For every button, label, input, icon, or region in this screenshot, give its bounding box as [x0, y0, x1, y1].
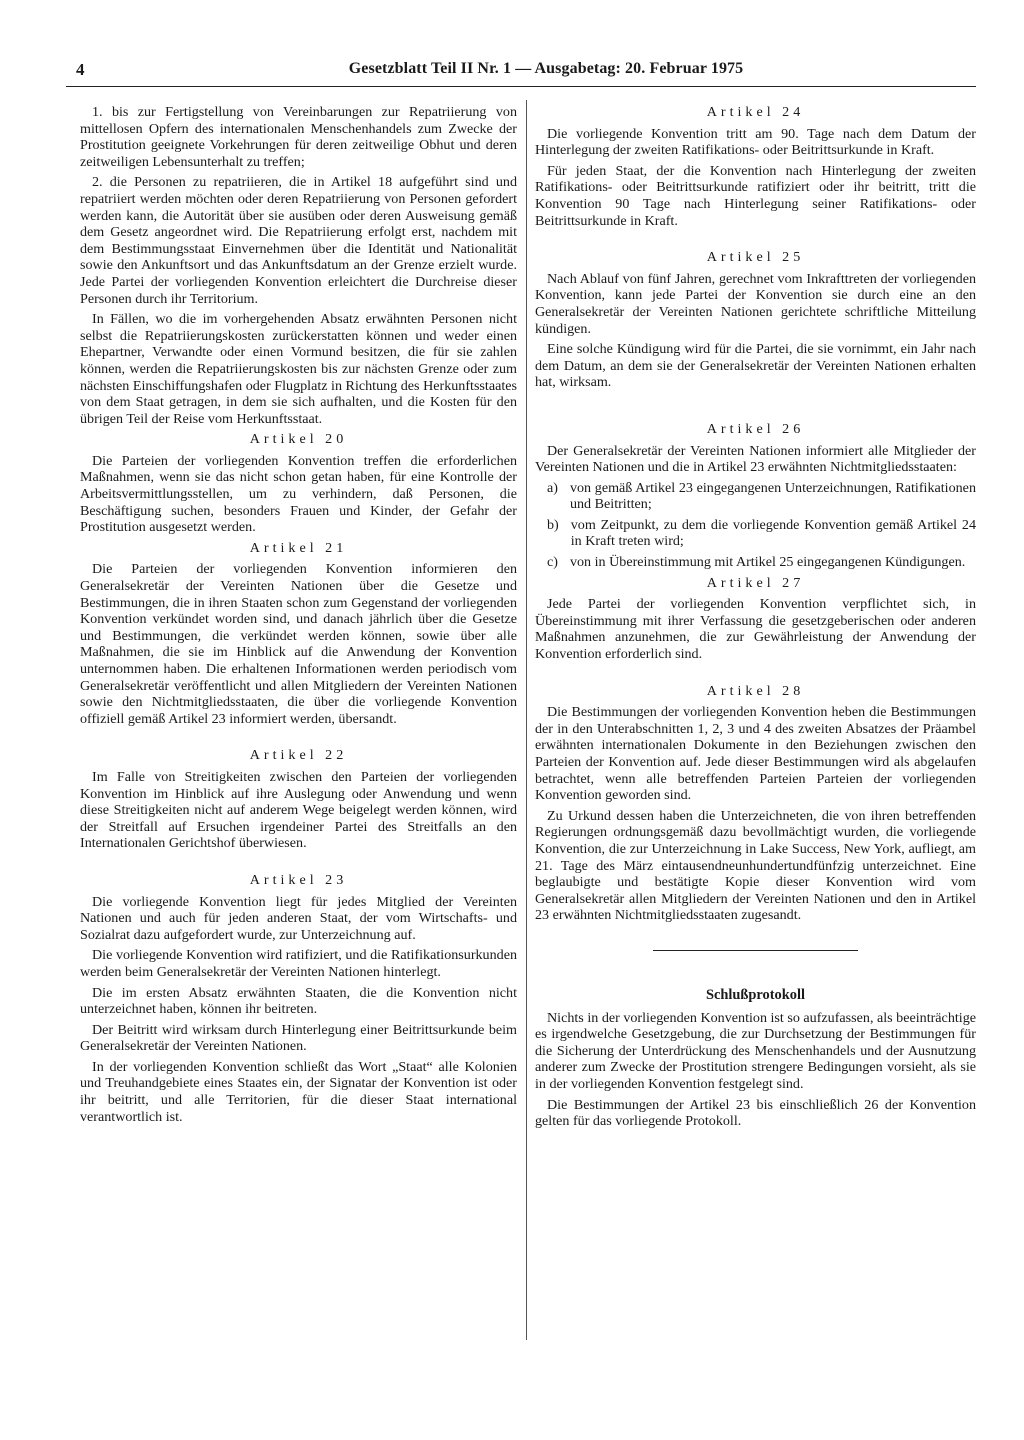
- paragraph: Die Parteien der vorliegenden Konvention informieren den Generalsekretär der Vereinten Nationen über die Gesetze und Bestimmungen, die in ihren Staaten schon zum Gegenstand der vorliegenden Konvention verkündet worden sind, und danach jährlich über die Gesetze und Bestimmungen, die verkündet werden können, sowie über alle Maßnahmen, die sie im Hinblick auf die Anwendung der Konvention unternommen haben. Die erhaltenen Informationen werden periodisch vom Generalsekretär veröffentlicht und allen Mitgliedern der Vereinten Nationen sowie den Nichtmitgliedsstaaten, die über die vorliegende Konvention offiziell gemäß Artikel 23 informiert werden, übersandt.: [80, 561, 517, 727]
- paragraph: Die Bestimmungen der Artikel 23 bis einschließlich 26 der Konvention gelten für das vorliegende Protokoll.: [535, 1096, 976, 1130]
- paragraph: Die Bestimmungen der vorliegenden Konvention heben die Bestimmungen der in den Unterabschnitten 1, 2, 3 und 4 des zweiten Absatzes der Präambel erwähnten internationalen Dokumente in den Beziehungen zwischen den Parteien der Konvention auf. Jede dieser Bestimmungen wird als abgelaufen betrachtet, wenn alle betreffenden Parteien Parteien der vorliegenden Konvention geworden sind.: [535, 704, 976, 804]
- page-header: [66, 60, 976, 87]
- list-item: [535, 480, 976, 513]
- article-heading-24: Artikel 24: [706, 104, 805, 120]
- paragraph: Die vorliegende Konvention liegt für jedes Mitglied der Vereinten Nationen und auch für jeden anderen Staat, der vom Wirtschafts- und Sozialrat dazu aufgefordert wurde, zur Unterzeichnung auf.: [80, 893, 517, 943]
- left-column: [80, 104, 517, 1129]
- article-heading-22: Artikel 22: [249, 747, 348, 764]
- paragraph: Im Falle von Streitigkeiten zwischen den Parteien der vorliegenden Konvention im Hinblick auf ihre Auslegung oder Anwendung und wenn diese Streitigkeiten nicht auf anderem Wege beigelegt werden können, wird der Streitfall auf Ersuchen irgendeiner Partei des Streitfalls an den Internationalen Gerichtshof überwiesen.: [80, 768, 517, 852]
- paragraph: In der vorliegenden Konvention schließt das Wort „Staat“ alle Kolonien und Treuhandgebiete eines Staates ein, der Signatar der Konvention ist oder ihr beitritt, und alle Territorien, für die dieser Staat international verantwortlich ist.: [80, 1058, 517, 1125]
- right-column: [535, 104, 976, 1134]
- paragraph: Nichts in der vorliegenden Konvention ist so aufzufassen, als beeinträchtige es irgendwelche Gesetzgebung, die zur Durchsetzung der Bestimmungen für die Sicherung der Unterdrückung des Menschenhandels und der Ausnutzung anderer zum Zwecke der Prostitution strengere Bedingungen vorsieht, als sie in der vorliegenden Konvention festgelegt sind.: [535, 1009, 976, 1092]
- article-heading-26: Artikel 26: [706, 420, 805, 437]
- list-item-label: b): [547, 516, 559, 533]
- paragraph: Die Parteien der vorliegenden Konvention treffen die erforderlichen Maßnahmen, wenn sie das nicht schon getan haben, für eine Kontrolle der Arbeitsvermittlungsstellen, um zu verhindern, daß Personen, die Beschäftigung suchen, besonders Frauen und Kinder, der Gefahr der Prostitution ausgesetzt werden.: [80, 452, 517, 536]
- paragraph: Eine solche Kündigung wird für die Partei, die sie vornimmt, ein Jahr nach dem Datum, an dem sie der Generalsekretär der Vereinten Nationen erhalten hat, wirksam.: [535, 341, 976, 391]
- list-item-label: c): [547, 554, 558, 571]
- paragraph: Die vorliegende Konvention tritt am 90. Tage nach dem Datum der Hinterlegung der zweiten Ratifikations- oder Beitrittsurkunde in Kraft.: [535, 125, 976, 159]
- column-divider: [526, 100, 527, 1340]
- list-item-2: 2. die Personen zu repatriieren, die in Artikel 18 aufgeführt sind und repatriiert werden möchten oder deren Repatriierung von Personen gefordert werden kann, die Autorität über sie ausüben oder deren Ausweisung gemäß dem Gesetz angeordnet wird. Die Repatriierung erfolgt erst, nachdem mit dem Bestimmungsstaat Einvernehmen über die Identität und Nationalität sowie den Ankunftsort und das Ankunftsdatum an der Grenze erzielt wurde. Jede Partei der vorliegenden Konvention erleichtert die Durchreise dieser Personen durch ihr Territorium.: [80, 174, 517, 307]
- gazette-header-title: Gesetzblatt Teil II Nr. 1 — Ausgabetag: 20. Februar 1975: [348, 60, 744, 77]
- article-heading-20: Artikel 20: [249, 431, 348, 448]
- paragraph: Nach Ablauf von fünf Jahren, gerechnet vom Inkrafttreten der vorliegenden Konvention, kann jede Partei der Konvention sie durch eine an den Generalsekretär der Vereinten Nationen gerichtete schriftliche Mitteilung kündigen.: [535, 270, 976, 337]
- paragraph: Jede Partei der vorliegenden Konvention verpflichtet sich, in Übereinstimmung mit ihrer Verfassung die gesetzgeberischen oder anderen Maßnahmen anzunehmen, die zur Gewährleistung der Anwendung der Konvention erforderlich sind.: [535, 596, 976, 663]
- article-heading-23: Artikel 23: [249, 871, 348, 888]
- paragraph: Die im ersten Absatz erwähnten Staaten, die die Konvention nicht unterzeichnet haben, können ihr beitreten.: [80, 984, 517, 1018]
- paragraph: Für jeden Staat, der die Konvention nach Hinterlegung der zweiten Ratifikations- oder Beitrittsurkunde ratifiziert oder ihr beitritt, tritt die Konvention 90 Tage nach Hinterlegung seiner Ratifikations- oder Beitrittsurkunde in Kraft.: [535, 162, 976, 229]
- article-heading-27: Artikel 27: [706, 574, 805, 591]
- article-heading-25: Artikel 25: [706, 249, 805, 266]
- section-rule: [653, 950, 858, 951]
- list-item: [535, 517, 976, 550]
- paragraph: Zu Urkund dessen haben die Unterzeichneten, die von ihren betreffenden Regierungen ordnungsgemäß dazu bevollmächtigt wurden, die vorliegende Konvention, die zur Unterzeichnung in Lake Success, New York, aufliegt, am 21. Tage des März eintausendneunhundertundfünfzig unterzeichnet. Eine beglaubigte und bestätigte Kopie dieser Konvention wird vom Generalsekretär allen Mitgliedern der Vereinten Nationen und den in Artikel 23 erwähnten Nichtmitgliedsstaaten zugesandt.: [535, 807, 976, 924]
- list-item: [535, 554, 976, 571]
- paragraph: In Fällen, wo die im vorhergehenden Absatz erwähnten Personen nicht selbst die Repatriierungskosten zurückerstatten können und weder einen Ehepartner, Verwandte oder einen Vormund besitzen, die für sie zahlen können, werden die Repatriierungskosten bis zur nächsten Grenze oder zum nächsten Einschiffungshafen oder Flugplatz in Richtung des Herkunftsstaates von dem Staat getragen, in dem sie sich aufhalten, und die Kosten für den übrigen Teil der Reise vom Herkunftsstaat.: [80, 311, 517, 427]
- list-item-text: vom Zeitpunkt, zu dem die vorliegende Konvention gemäß Artikel 24 in Kraft treten wird;: [570, 516, 976, 550]
- list-item-label: a): [547, 479, 558, 496]
- article-heading-28: Artikel 28: [706, 682, 805, 699]
- paragraph: Der Generalsekretär der Vereinten Nationen informiert alle Mitglieder der Vereinten Nationen und die in Artikel 23 erwähnten Nichtmitgliedsstaaten:: [535, 442, 976, 476]
- paragraph: Die vorliegende Konvention wird ratifiziert, und die Ratifikationsurkunden werden beim Generalsekretär der Vereinten Nationen hinterlegt.: [80, 947, 517, 980]
- article-heading-21: Artikel 21: [249, 539, 348, 556]
- paragraph: Der Beitritt wird wirksam durch Hinterlegung einer Beitrittsurkunde beim Generalsekretär der Vereinten Nationen.: [80, 1021, 517, 1055]
- final-protocol-heading: Schlußprotokoll: [706, 986, 805, 1003]
- list-item-1: 1. bis zur Fertigstellung von Vereinbarungen zur Repatriierung von mittellosen Opfern des internationalen Menschenhandels zum Zwecke der Prostitution geeignete Vorkehrungen für deren zeitweilige Obhut und deren zeitweiligen Lebensunterhalt zu treffen;: [80, 104, 517, 170]
- page-number: 4: [76, 60, 85, 79]
- list-item-text: von in Übereinstimmung mit Artikel 25 eingegangenen Kündigungen.: [569, 554, 966, 571]
- list-item-text: von gemäß Artikel 23 eingegangenen Unterzeichnungen, Ratifikationen und Beitritten;: [569, 479, 976, 513]
